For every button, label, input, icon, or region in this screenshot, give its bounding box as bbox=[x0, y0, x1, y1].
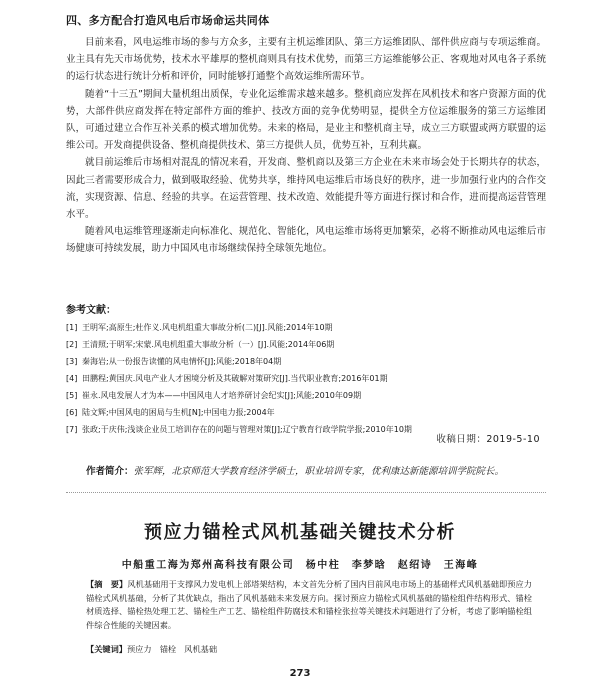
reference-text: 王清照;于明军;宋蒙.风电机组重大事故分析（一）[J].风能;2014年06期 bbox=[82, 340, 335, 349]
received-date: 收稿日期：2019-5-10 bbox=[436, 434, 540, 445]
author-intro bbox=[86, 463, 556, 477]
reference-item bbox=[66, 336, 546, 353]
page-number: 273 bbox=[289, 668, 311, 679]
reference-index: [2] bbox=[66, 340, 78, 349]
reference-text: 田鹏程;黄国庆.风电产业人才困境分析及其破解对策研究[J].当代职业教育;2016年01期 bbox=[82, 374, 388, 383]
reference-text: 张政;于庆伟;浅谈企业员工培训存在的问题与管理对策[J];辽宁教育行政学院学报;2010年10期 bbox=[82, 425, 412, 434]
reference-item bbox=[66, 387, 546, 404]
section-heading: 四、多方配合打造风电后市场命运共同体 bbox=[66, 14, 270, 27]
abstract-label: 【摘 要】 bbox=[86, 579, 128, 589]
reference-text: 王明军;高原生;杜作义.风电机组重大事故分析(二)[J].风能;2014年10期 bbox=[82, 323, 333, 332]
reference-index: [4] bbox=[66, 374, 78, 383]
article-divider bbox=[66, 492, 546, 493]
references-title: 参考文献： bbox=[66, 305, 116, 316]
article-authors: 中船重工海为郑州高科技有限公司 杨中柱 李梦晗 赵绍诗 王海峰 bbox=[121, 560, 479, 571]
reference-list bbox=[66, 319, 546, 438]
author-intro-label: 作者简介： bbox=[86, 466, 134, 477]
author-intro-text: 张军辉，北京师范大学教育经济学硕士，职业培训专家，优利康达新能源培训学院院长。 bbox=[133, 466, 505, 477]
reference-item bbox=[66, 319, 546, 336]
reference-index: [3] bbox=[66, 357, 78, 366]
reference-item bbox=[66, 353, 546, 370]
reference-index: [6] bbox=[66, 408, 78, 417]
article-title: 预应力锚栓式风机基础关键技术分析 bbox=[144, 522, 456, 543]
keywords-label: 【关键词】 bbox=[86, 644, 127, 654]
body-paragraph: 随着“十三五”期间大量机组出质保，专业化运维需求越来越多。整机商应发挥在风机技术和客户资源方面的优势，大部件供应商发挥在特定部件方面的维护、技改方面的竞争优势明显，提供全方位运维服务的第三方运维团队，可通过建立合作互补关系的模式增加优势。未来的格局，是业主和整机商主导，成立三方联盟或两方联盟的运维公司。开发商提供设备、整机商提供技术、第三方提供人员，优势互补，互利共赢。 bbox=[66, 88, 546, 152]
body-paragraph: 就目前运维后市场相对混乱的情况来看，开发商、整机商以及第三方企业在未来市场会处于长期共存的状态，因此三者需要形成合力，做到吸取经验、优势共享，维持风电运维后市场良好的秩序，进一步加强行业内的合作交流，实现资源、信息、经验的共享。在运营管理、技术改造、效能提升等方面进行探讨和合作，进而提高运营管理水平。 bbox=[66, 157, 546, 221]
reference-index: [5] bbox=[66, 391, 78, 400]
article-abstract bbox=[86, 578, 532, 632]
body-paragraph: 随着风电运维管理逐渐走向标准化、规范化、智能化，风电运维市场将更加繁荣，必将不断推动风电运维后市场健康可持续发展，助力中国风电市场继续保持全球领先地位。 bbox=[66, 226, 546, 255]
article-keywords bbox=[86, 644, 217, 655]
reference-item bbox=[66, 404, 546, 421]
abstract-text: 风机基础用于支撑风力发电机上部塔架结构，本文首先分析了国内目前风电市场上的基础样式风机基础即预应力锚栓式风机基础，分析了其优缺点，指出了风机基础未来发展方向。探讨预应力锚栓式风机基础的锚栓组件结构形式、锚栓材质选择、锚栓热处理工艺、锚栓生产工艺、锚栓组件防腐技术和锚栓张拉等关键技术问题进行了分析，考虑了影响锚栓组件综合性能的关键因素。 bbox=[86, 579, 532, 630]
reference-index: [1] bbox=[66, 323, 78, 332]
reference-text: 秦海岩;从一份报告读懂的风电情怀[J];风能;2018年04期 bbox=[82, 357, 282, 366]
body-paragraph: 目前来看，风电运维市场的参与方众多，主要有主机运维团队、第三方运维团队、部件供应商与专项运维商。业主具有先天市场优势，技术水平雄厚的整机商则具有技术优势，而第三方运维能够公正、客观地对风电各子系统的运行状态进行统计分析和评价，同时能够打通整个高效运维所需环节。 bbox=[66, 37, 546, 83]
reference-text: 崔永.风电发展人才为本——中国风电人才培养研讨会纪实[J];风能;2010年09期 bbox=[82, 391, 362, 400]
section-body bbox=[66, 34, 546, 258]
reference-item bbox=[66, 370, 546, 387]
keywords-text: 预应力 锚栓 风机基础 bbox=[126, 644, 218, 654]
reference-text: 陆文辉;中国风电的困局与生机[N];中国电力报;2004年 bbox=[82, 408, 275, 417]
reference-index: [7] bbox=[66, 425, 78, 434]
